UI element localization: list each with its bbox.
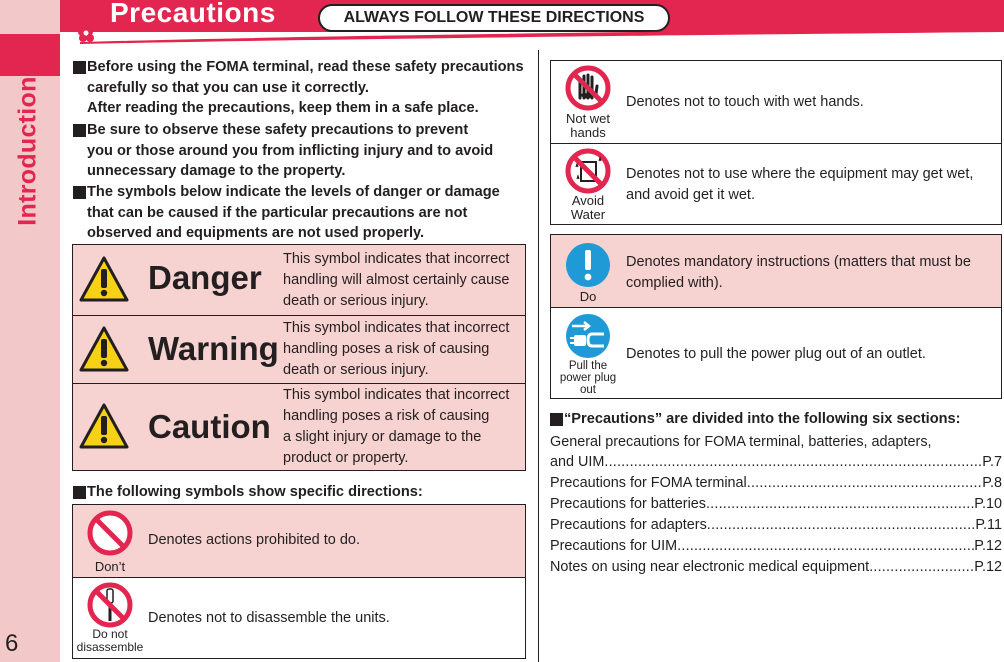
directions-pill: ALWAYS FOLLOW THESE DIRECTIONS	[318, 4, 670, 32]
avoid-water-icon	[564, 147, 612, 195]
level-row-caution	[73, 383, 525, 470]
sections-heading: “Precautions” are divided into the following six sections:	[550, 409, 1002, 430]
symbol-row-wet-hands	[551, 61, 1001, 143]
symbol-caption: Avoid Water	[570, 193, 606, 222]
symbol-caption: Do	[579, 289, 597, 304]
level-description-caution: This symbol indicates that incorrect handling poses a risk of causing a slight injury or damage to the product or property.	[283, 387, 510, 466]
symbol-caption: Don’t	[94, 559, 126, 574]
symbol-caption: Not wet hands	[565, 111, 611, 140]
symbol-description: Denotes not to disassemble the units.	[148, 610, 390, 626]
symbol-description: Denotes to pull the power plug out of an outlet.	[626, 346, 926, 362]
level-label-caution: Caution	[148, 408, 271, 445]
mandatory-icon	[564, 241, 612, 289]
section-label: Introduction	[13, 76, 42, 226]
pull-plug-icon	[564, 312, 612, 360]
flower-icon	[70, 20, 104, 50]
intro-paragraph-1: Before using the FOMA terminal, read these safety precautions carefully so that you can use it correctly. After reading the precautions, keep them in a safe place.	[73, 57, 533, 119]
toc-entry-foma-terminal[interactable]: Precautions for FOMA terminal ..... P.8	[550, 473, 1002, 493]
header-swoosh	[70, 28, 1004, 50]
level-row-danger	[73, 245, 525, 315]
page-title: Precautions	[110, 0, 276, 28]
intro-paragraph-3: The symbols below indicate the levels of danger or damage that can be caused if the particular precautions are not observed and equipments are not used properly.	[73, 182, 533, 244]
symbol-description: Denotes mandatory instructions (matters that must be complied with).	[626, 254, 971, 291]
column-divider	[538, 50, 539, 662]
do-not-disassemble-icon	[86, 581, 134, 629]
side-tab-marker	[0, 34, 60, 76]
symbols-heading: The following symbols show specific directions:	[73, 482, 533, 503]
prohibited-icon	[86, 509, 134, 557]
symbol-description: Denotes not to touch with wet hands.	[626, 94, 864, 110]
symbol-caption: Pull the power plug out	[559, 360, 617, 396]
level-label-danger: Danger	[148, 259, 262, 296]
warning-triangle-icon	[79, 256, 129, 302]
level-label-warning: Warning	[148, 330, 279, 367]
toc-entry-uim[interactable]: Precautions for UIM ..... P.12	[550, 536, 1002, 556]
symbol-row-pull-plug	[551, 307, 1001, 398]
level-row-warning	[73, 315, 525, 383]
page-number: 6	[5, 630, 19, 657]
level-description-warning: This symbol indicates that incorrect handling poses a risk of causing death or serious injury.	[283, 320, 510, 378]
symbol-description: Denotes not to use where the equipment may get wet, and avoid get it wet.	[626, 166, 974, 203]
toc-line: General precautions for FOMA terminal, batteries, adapters,	[550, 434, 932, 450]
no-wet-hands-icon	[564, 64, 612, 112]
symbol-caption: Do not disassemble	[76, 627, 144, 654]
symbol-row-avoid-water	[551, 143, 1001, 224]
symbol-row-mandatory	[551, 235, 1001, 307]
level-description-danger: This symbol indicates that incorrect handling will almost certainly cause death or serious injury.	[283, 251, 510, 309]
symbol-description: Denotes actions prohibited to do.	[148, 532, 360, 548]
intro-paragraph-2: Be sure to observe these safety precautions to prevent you or those around you from inflicting injury and to avoid unnecessary damage to the property.	[73, 120, 533, 182]
toc-entry-batteries[interactable]: Precautions for batteries ..... P.10	[550, 494, 1002, 514]
toc-entry-general[interactable]: and UIM ..... P.7	[550, 452, 1002, 472]
symbol-row-dont	[73, 505, 525, 577]
danger-levels-table	[72, 244, 526, 471]
symbols-table-right-bottom	[550, 234, 1002, 399]
toc-entry-adapters[interactable]: Precautions for adapters ..... P.11	[550, 515, 1002, 535]
side-strip	[0, 0, 60, 662]
symbols-table-left	[72, 504, 526, 659]
warning-triangle-icon	[79, 326, 129, 372]
toc-entry-medical-equipment[interactable]: Notes on using near electronic medical equipment ..... P.12	[550, 557, 1002, 577]
symbols-table-right-top	[550, 60, 1002, 225]
symbol-row-disassemble	[73, 577, 525, 658]
warning-triangle-icon	[79, 403, 129, 449]
